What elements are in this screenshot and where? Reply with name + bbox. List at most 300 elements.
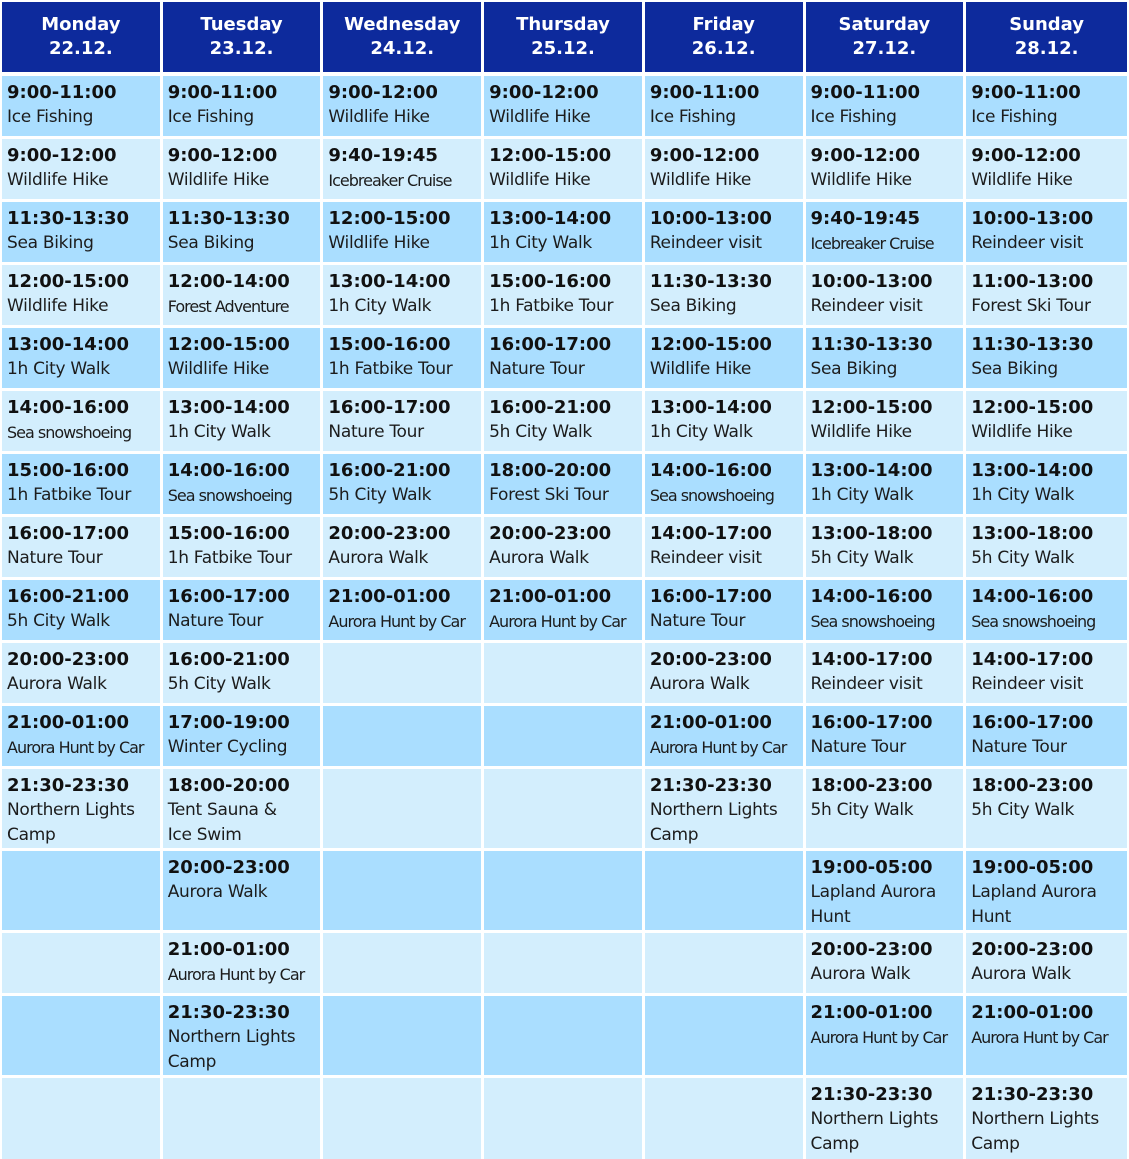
schedule-cell-monday xyxy=(2,139,163,202)
activity-name: Sea snowshoeing xyxy=(7,423,132,442)
schedule-cell-tuesday xyxy=(163,454,324,517)
activity-time: 16:00-17:00 xyxy=(971,712,1094,733)
day-name: Tuesday xyxy=(200,14,283,35)
activity-time: 12:00-14:00 xyxy=(167,271,290,292)
activity-name: Nature Tour xyxy=(489,359,585,379)
activity-name: Sea snowshoeing xyxy=(810,612,935,631)
schedule-row xyxy=(2,1078,1127,1159)
activity-time: 11:30-13:30 xyxy=(971,334,1094,355)
schedule-row xyxy=(2,769,1127,851)
schedule-cell-thursday xyxy=(484,769,645,851)
activity-name: Reindeer visit xyxy=(810,296,923,316)
activity-time: 11:30-13:30 xyxy=(649,271,772,292)
schedule-cell-wednesday xyxy=(323,643,484,706)
schedule-cell-wednesday xyxy=(323,769,484,851)
day-name: Wednesday xyxy=(344,14,461,35)
activity-name: Reindeer visit xyxy=(649,233,762,253)
activity-time: 21:00-01:00 xyxy=(489,586,612,607)
schedule-cell-sunday xyxy=(966,851,1127,933)
day-header-friday xyxy=(645,2,806,76)
activity-name: Northern Lights Camp xyxy=(971,1109,1099,1154)
schedule-cell-wednesday xyxy=(323,76,484,139)
activity-name: 1h City Walk xyxy=(167,422,271,442)
schedule-cell-monday xyxy=(2,643,163,706)
activity-name: Wildlife Hike xyxy=(810,422,912,442)
activity-time: 18:00-23:00 xyxy=(810,775,933,796)
schedule-cell-monday xyxy=(2,265,163,328)
activity-time: 9:00-12:00 xyxy=(649,145,760,166)
activity-time: 10:00-13:00 xyxy=(649,208,772,229)
day-name: Sunday xyxy=(1009,14,1085,35)
schedule-cell-tuesday xyxy=(163,769,324,851)
activity-name: Sea Biking xyxy=(649,296,737,316)
schedule-cell-tuesday xyxy=(163,706,324,769)
schedule-cell-wednesday xyxy=(323,1078,484,1159)
activity-time: 13:00-14:00 xyxy=(7,334,130,355)
activity-time: 21:30-23:30 xyxy=(649,775,772,796)
activity-time: 16:00-17:00 xyxy=(7,523,130,544)
schedule-cell-friday xyxy=(645,1078,806,1159)
day-date: 28.12. xyxy=(1014,38,1079,59)
activity-time: 13:00-14:00 xyxy=(649,397,772,418)
activity-time: 9:40-19:45 xyxy=(810,208,921,229)
activity-time: 18:00-20:00 xyxy=(167,775,290,796)
day-name: Thursday xyxy=(516,14,610,35)
schedule-cell-friday xyxy=(645,328,806,391)
activity-time: 16:00-17:00 xyxy=(649,586,772,607)
activity-name: Aurora Hunt by Car xyxy=(328,612,465,631)
activity-time: 20:00-23:00 xyxy=(649,649,772,670)
activity-time: 18:00-23:00 xyxy=(971,775,1094,796)
schedule-cell-tuesday xyxy=(163,996,324,1078)
schedule-cell-friday xyxy=(645,202,806,265)
schedule-cell-tuesday xyxy=(163,139,324,202)
activity-name: Nature Tour xyxy=(167,611,264,631)
activity-time: 14:00-16:00 xyxy=(971,586,1094,607)
schedule-cell-tuesday xyxy=(163,851,324,933)
schedule-cell-saturday xyxy=(806,580,967,643)
schedule-cell-saturday xyxy=(806,265,967,328)
activity-name: Aurora Hunt by Car xyxy=(7,738,144,757)
activity-name: Nature Tour xyxy=(649,611,746,631)
activity-time: 21:00-01:00 xyxy=(649,712,772,733)
activity-time: 9:00-12:00 xyxy=(167,145,278,166)
activity-name: Sea snowshoeing xyxy=(649,486,774,505)
schedule-cell-thursday xyxy=(484,706,645,769)
schedule-cell-saturday xyxy=(806,517,967,580)
schedule-cell-sunday xyxy=(966,76,1127,139)
schedule-cell-friday xyxy=(645,851,806,933)
activity-name: Northern Lights Camp xyxy=(7,800,135,845)
schedule-cell-wednesday xyxy=(323,996,484,1078)
schedule-cell-friday xyxy=(645,517,806,580)
schedule-cell-wednesday xyxy=(323,454,484,517)
day-date: 24.12. xyxy=(370,38,435,59)
schedule-row xyxy=(2,706,1127,769)
activity-time: 20:00-23:00 xyxy=(971,939,1094,960)
activity-name: 1h City Walk xyxy=(489,233,592,253)
activity-name: Sea Biking xyxy=(167,233,255,253)
schedule-cell-thursday xyxy=(484,454,645,517)
activity-name: Reindeer visit xyxy=(810,674,923,694)
activity-name: Ice Fishing xyxy=(649,107,736,127)
activity-time: 12:00-15:00 xyxy=(489,145,612,166)
activity-name: Sea snowshoeing xyxy=(167,486,292,505)
day-date: 23.12. xyxy=(209,38,274,59)
activity-name: Reindeer visit xyxy=(649,548,762,568)
activity-name: 5h City Walk xyxy=(810,800,914,820)
schedule-cell-thursday xyxy=(484,517,645,580)
activity-name: Ice Fishing xyxy=(971,107,1058,127)
schedule-cell-wednesday xyxy=(323,391,484,454)
schedule-cell-wednesday xyxy=(323,517,484,580)
schedule-cell-wednesday xyxy=(323,933,484,996)
activity-name: Aurora Walk xyxy=(649,674,750,694)
schedule-cell-friday xyxy=(645,996,806,1078)
activity-time: 9:00-11:00 xyxy=(649,82,760,103)
activity-time: 16:00-17:00 xyxy=(489,334,612,355)
activity-time: 12:00-15:00 xyxy=(7,271,130,292)
activity-time: 21:00-01:00 xyxy=(810,1002,933,1023)
activity-time: 20:00-23:00 xyxy=(7,649,130,670)
activity-name: Sea Biking xyxy=(810,359,898,379)
activity-time: 9:00-12:00 xyxy=(971,145,1081,166)
activity-name: Wildlife Hike xyxy=(649,170,752,190)
schedule-cell-monday xyxy=(2,996,163,1078)
schedule-cell-sunday xyxy=(966,265,1127,328)
activity-time: 18:00-20:00 xyxy=(489,460,612,481)
activity-time: 15:00-16:00 xyxy=(167,523,290,544)
activity-name: Wildlife Hike xyxy=(489,170,591,190)
schedule-cell-saturday xyxy=(806,391,967,454)
activity-name: Ice Fishing xyxy=(167,107,254,127)
activity-time: 11:30-13:30 xyxy=(810,334,933,355)
activity-name: Nature Tour xyxy=(7,548,103,568)
activity-time: 15:00-16:00 xyxy=(7,460,130,481)
activity-name: Wildlife Hike xyxy=(328,107,430,127)
schedule-row xyxy=(2,202,1127,265)
activity-time: 14:00-16:00 xyxy=(7,397,130,418)
activity-time: 11:30-13:30 xyxy=(167,208,290,229)
activity-name: Aurora Walk xyxy=(489,548,589,568)
activity-time: 21:30-23:30 xyxy=(971,1084,1094,1105)
schedule-cell-sunday xyxy=(966,643,1127,706)
activity-time: 9:00-11:00 xyxy=(7,82,117,103)
activity-name: 1h City Walk xyxy=(971,485,1075,505)
activity-name: 1h Fatbike Tour xyxy=(7,485,132,505)
schedule-cell-friday xyxy=(645,454,806,517)
schedule-cell-wednesday xyxy=(323,328,484,391)
schedule-cell-wednesday xyxy=(323,706,484,769)
schedule-cell-sunday xyxy=(966,517,1127,580)
schedule-cell-wednesday xyxy=(323,851,484,933)
activity-name: Sea Biking xyxy=(971,359,1058,379)
activity-name: 5h City Walk xyxy=(328,485,432,505)
schedule-row xyxy=(2,265,1127,328)
schedule-cell-tuesday xyxy=(163,933,324,996)
weekly-activity-schedule xyxy=(2,2,1127,1159)
schedule-cell-sunday xyxy=(966,580,1127,643)
day-name: Monday xyxy=(41,14,121,35)
schedule-cell-thursday xyxy=(484,328,645,391)
day-header-monday xyxy=(2,2,163,76)
activity-time: 11:00-13:00 xyxy=(971,271,1094,292)
schedule-cell-monday xyxy=(2,517,163,580)
schedule-cell-friday xyxy=(645,391,806,454)
schedule-cell-wednesday xyxy=(323,265,484,328)
activity-time: 20:00-23:00 xyxy=(328,523,451,544)
activity-name: Aurora Hunt by Car xyxy=(649,738,787,757)
schedule-cell-monday xyxy=(2,454,163,517)
day-header-tuesday xyxy=(163,2,324,76)
activity-name: Aurora Hunt by Car xyxy=(167,965,305,984)
activity-name: Winter Cycling xyxy=(167,737,288,757)
activity-time: 13:00-14:00 xyxy=(328,271,451,292)
activity-name: Aurora Hunt by Car xyxy=(971,1028,1108,1047)
activity-time: 15:00-16:00 xyxy=(328,334,451,355)
schedule-cell-monday xyxy=(2,706,163,769)
activity-time: 13:00-18:00 xyxy=(810,523,933,544)
schedule-cell-sunday xyxy=(966,996,1127,1078)
activity-time: 9:00-12:00 xyxy=(489,82,599,103)
schedule-cell-thursday xyxy=(484,265,645,328)
schedule-cell-saturday xyxy=(806,643,967,706)
activity-name: Icebreaker Cruise xyxy=(328,171,452,190)
activity-time: 16:00-21:00 xyxy=(328,460,451,481)
activity-time: 14:00-17:00 xyxy=(810,649,933,670)
activity-name: Wildlife Hike xyxy=(810,170,912,190)
schedule-cell-saturday xyxy=(806,706,967,769)
activity-name: 5h City Walk xyxy=(971,548,1075,568)
activity-name: 5h City Walk xyxy=(167,674,271,694)
activity-name: Sea Biking xyxy=(7,233,94,253)
activity-time: 21:00-01:00 xyxy=(971,1002,1094,1023)
schedule-cell-wednesday xyxy=(323,139,484,202)
day-date: 26.12. xyxy=(691,38,756,59)
schedule-cell-saturday xyxy=(806,76,967,139)
activity-name: Aurora Walk xyxy=(328,548,429,568)
activity-name: Wildlife Hike xyxy=(167,359,269,379)
day-date: 27.12. xyxy=(852,38,917,59)
activity-time: 9:00-12:00 xyxy=(810,145,921,166)
schedule-cell-saturday xyxy=(806,202,967,265)
schedule-row xyxy=(2,517,1127,580)
schedule-cell-tuesday xyxy=(163,580,324,643)
activity-time: 9:00-12:00 xyxy=(328,82,438,103)
activity-time: 9:00-12:00 xyxy=(7,145,117,166)
activity-name: Wildlife Hike xyxy=(649,359,752,379)
schedule-cell-monday xyxy=(2,580,163,643)
activity-name: Forest Adventure xyxy=(167,297,289,316)
activity-name: Forest Ski Tour xyxy=(489,485,609,505)
activity-time: 10:00-13:00 xyxy=(810,271,933,292)
schedule-cell-sunday xyxy=(966,328,1127,391)
activity-time: 19:00-05:00 xyxy=(810,857,933,878)
activity-name: 1h City Walk xyxy=(810,485,914,505)
schedule-cell-tuesday xyxy=(163,517,324,580)
activity-time: 12:00-15:00 xyxy=(167,334,290,355)
schedule-cell-tuesday xyxy=(163,328,324,391)
activity-time: 16:00-17:00 xyxy=(167,586,290,607)
schedule-cell-saturday xyxy=(806,769,967,851)
schedule-cell-thursday xyxy=(484,1078,645,1159)
activity-time: 11:30-13:30 xyxy=(7,208,130,229)
schedule-cell-thursday xyxy=(484,643,645,706)
schedule-cell-monday xyxy=(2,328,163,391)
schedule-cell-monday xyxy=(2,851,163,933)
schedule-row xyxy=(2,454,1127,517)
schedule-cell-tuesday xyxy=(163,643,324,706)
activity-name: Ice Fishing xyxy=(810,107,897,127)
schedule-cell-thursday xyxy=(484,139,645,202)
schedule-cell-tuesday xyxy=(163,1078,324,1159)
schedule-cell-thursday xyxy=(484,202,645,265)
day-header-thursday xyxy=(484,2,645,76)
schedule-cell-saturday xyxy=(806,851,967,933)
activity-time: 13:00-14:00 xyxy=(971,460,1094,481)
schedule-cell-monday xyxy=(2,769,163,851)
activity-time: 21:00-01:00 xyxy=(7,712,130,733)
activity-time: 16:00-17:00 xyxy=(328,397,451,418)
schedule-row xyxy=(2,391,1127,454)
activity-time: 9:00-11:00 xyxy=(167,82,278,103)
day-name: Saturday xyxy=(838,14,931,35)
activity-time: 20:00-23:00 xyxy=(810,939,933,960)
schedule-row xyxy=(2,643,1127,706)
schedule-cell-thursday xyxy=(484,933,645,996)
activity-name: 1h Fatbike Tour xyxy=(328,359,453,379)
activity-name: Wildlife Hike xyxy=(7,296,109,316)
activity-name: 1h City Walk xyxy=(328,296,432,316)
activity-time: 13:00-18:00 xyxy=(971,523,1094,544)
schedule-body xyxy=(2,76,1127,1159)
activity-time: 12:00-15:00 xyxy=(810,397,933,418)
activity-time: 14:00-16:00 xyxy=(810,586,933,607)
schedule-row xyxy=(2,139,1127,202)
activity-name: Aurora Walk xyxy=(167,882,268,902)
activity-time: 13:00-14:00 xyxy=(167,397,290,418)
schedule-cell-thursday xyxy=(484,76,645,139)
activity-time: 21:30-23:30 xyxy=(810,1084,933,1105)
activity-time: 12:00-15:00 xyxy=(649,334,772,355)
activity-name: Reindeer visit xyxy=(971,233,1084,253)
activity-name: Lapland Aurora Hunt xyxy=(971,882,1097,927)
schedule-cell-monday xyxy=(2,76,163,139)
activity-name: 1h Fatbike Tour xyxy=(167,548,292,568)
schedule-cell-monday xyxy=(2,391,163,454)
activity-name: Reindeer visit xyxy=(971,674,1084,694)
activity-name: Nature Tour xyxy=(810,737,906,757)
activity-time: 16:00-21:00 xyxy=(489,397,612,418)
schedule-cell-thursday xyxy=(484,996,645,1078)
schedule-cell-wednesday xyxy=(323,202,484,265)
activity-time: 13:00-14:00 xyxy=(489,208,612,229)
activity-name: 1h Fatbike Tour xyxy=(489,296,614,316)
activity-time: 17:00-19:00 xyxy=(167,712,290,733)
schedule-cell-monday xyxy=(2,202,163,265)
schedule-row xyxy=(2,851,1127,933)
activity-name: Nature Tour xyxy=(971,737,1067,757)
activity-time: 21:00-01:00 xyxy=(167,939,290,960)
activity-name: Northern Lights Camp xyxy=(810,1109,939,1154)
schedule-cell-friday xyxy=(645,265,806,328)
schedule-row xyxy=(2,76,1127,139)
schedule-cell-tuesday xyxy=(163,76,324,139)
activity-name: Nature Tour xyxy=(328,422,424,442)
activity-name: Wildlife Hike xyxy=(328,233,430,253)
day-header-sunday xyxy=(966,2,1127,76)
activity-time: 14:00-17:00 xyxy=(649,523,772,544)
schedule-cell-tuesday xyxy=(163,391,324,454)
schedule-cell-monday xyxy=(2,1078,163,1159)
activity-name: 5h City Walk xyxy=(810,548,914,568)
schedule-cell-saturday xyxy=(806,454,967,517)
schedule-cell-monday xyxy=(2,933,163,996)
activity-name: Northern Lights Camp xyxy=(167,1027,296,1072)
schedule-cell-saturday xyxy=(806,996,967,1078)
activity-name: Aurora Walk xyxy=(810,964,911,984)
schedule-cell-thursday xyxy=(484,851,645,933)
schedule-cell-sunday xyxy=(966,202,1127,265)
activity-name: 5h City Walk xyxy=(971,800,1075,820)
schedule-cell-sunday xyxy=(966,933,1127,996)
day-header-wednesday xyxy=(323,2,484,76)
activity-name: Aurora Walk xyxy=(971,964,1071,984)
schedule-cell-wednesday xyxy=(323,580,484,643)
activity-name: Wildlife Hike xyxy=(167,170,269,190)
activity-name: Tent Sauna & Ice Swim xyxy=(167,800,277,845)
activity-name: 1h City Walk xyxy=(7,359,110,379)
activity-time: 9:00-11:00 xyxy=(810,82,921,103)
activity-name: Lapland Aurora Hunt xyxy=(810,882,936,927)
schedule-cell-sunday xyxy=(966,706,1127,769)
day-header-saturday xyxy=(806,2,967,76)
activity-name: Aurora Hunt by Car xyxy=(810,1028,948,1047)
day-date: 22.12. xyxy=(48,38,113,59)
activity-time: 9:00-11:00 xyxy=(971,82,1081,103)
activity-time: 20:00-23:00 xyxy=(489,523,612,544)
schedule-cell-sunday xyxy=(966,1078,1127,1159)
activity-name: Aurora Hunt by Car xyxy=(489,612,626,631)
activity-name: Icebreaker Cruise xyxy=(810,234,934,253)
schedule-cell-friday xyxy=(645,76,806,139)
activity-name: Wildlife Hike xyxy=(489,107,591,127)
activity-time: 16:00-21:00 xyxy=(7,586,130,607)
schedule-row xyxy=(2,933,1127,996)
schedule-cell-tuesday xyxy=(163,265,324,328)
activity-name: 1h City Walk xyxy=(649,422,753,442)
activity-time: 19:00-05:00 xyxy=(971,857,1094,878)
activity-name: 5h City Walk xyxy=(489,422,592,442)
schedule-cell-sunday xyxy=(966,454,1127,517)
schedule-cell-thursday xyxy=(484,391,645,454)
schedule-row xyxy=(2,996,1127,1078)
activity-time: 14:00-17:00 xyxy=(971,649,1094,670)
activity-name: 5h City Walk xyxy=(7,611,110,631)
activity-name: Aurora Walk xyxy=(7,674,107,694)
activity-name: Sea snowshoeing xyxy=(971,612,1096,631)
activity-name: Northern Lights Camp xyxy=(649,800,778,845)
activity-time: 15:00-16:00 xyxy=(489,271,612,292)
schedule-cell-friday xyxy=(645,139,806,202)
schedule-cell-saturday xyxy=(806,139,967,202)
day-date: 25.12. xyxy=(531,38,595,59)
activity-name: Wildlife Hike xyxy=(971,170,1073,190)
schedule-cell-friday xyxy=(645,643,806,706)
schedule-cell-saturday xyxy=(806,1078,967,1159)
activity-time: 14:00-16:00 xyxy=(649,460,772,481)
activity-time: 16:00-21:00 xyxy=(167,649,290,670)
